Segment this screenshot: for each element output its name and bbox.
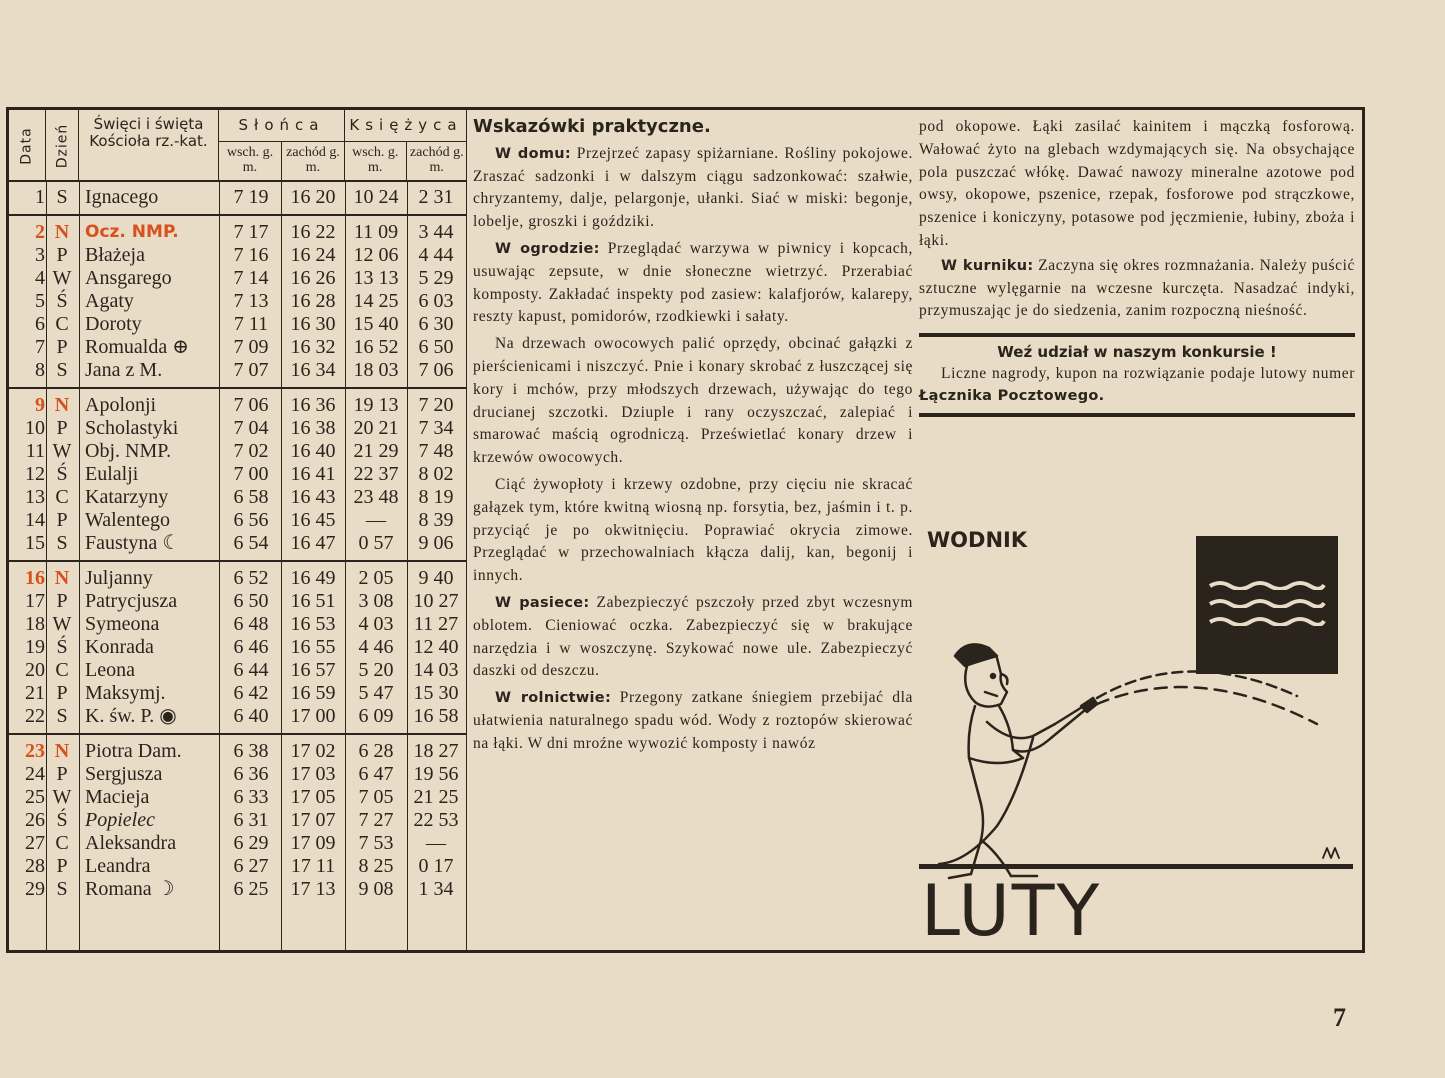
row-saint: Konrada (85, 636, 154, 658)
row-moonrise: 7 27 (358, 809, 394, 831)
calendar-row (9, 786, 467, 809)
row-saint: Leona (85, 659, 135, 681)
row-weekday: P (56, 590, 68, 612)
row-sunset: 16 30 (290, 313, 336, 335)
row-date: 21 (25, 682, 45, 704)
row-weekday: S (56, 532, 68, 554)
row-sunset: 16 51 (290, 590, 336, 612)
row-moonrise: 3 08 (358, 590, 394, 612)
row-moonrise: 5 20 (358, 659, 394, 681)
row-sunset: 16 55 (290, 636, 336, 658)
calendar-row (9, 509, 467, 532)
row-moonset: 6 30 (418, 313, 454, 335)
row-date: 13 (25, 486, 45, 508)
contest-title: Weź udział w naszym konkursie ! (997, 343, 1277, 362)
row-moonset: 7 34 (418, 417, 454, 439)
row-date: 14 (25, 509, 45, 531)
row-saint: Ignacego (85, 186, 159, 208)
water-carrier-illustration-icon (927, 626, 1347, 896)
row-moonset: 7 20 (418, 394, 454, 416)
row-moonset: 15 30 (413, 682, 459, 704)
row-saint: Błażeja (85, 244, 145, 266)
row-sunset: 16 24 (290, 244, 336, 266)
row-moonrise: — (366, 509, 386, 531)
tips-home (473, 143, 913, 234)
header-moon-title: Księżyca (345, 110, 467, 142)
row-sunrise: 6 48 (233, 613, 269, 635)
row-sunset: 17 05 (290, 786, 336, 808)
row-sunset: 17 11 (290, 855, 336, 877)
row-moonrise: 9 08 (358, 878, 394, 900)
row-weekday: N (54, 394, 70, 416)
row-date: 19 (25, 636, 45, 658)
row-moonrise: 11 09 (353, 221, 399, 243)
row-moonset: 3 44 (418, 221, 454, 243)
tips-farming-text: Przegony zatkane śniegiem przebijać dla ułatwienia naturalnego spadu wód. Wody z roztopów skierować na łąki. W dni mroźne wywozić komposty i nawóz (473, 689, 913, 752)
header-day (46, 110, 79, 182)
row-moonset: 8 19 (418, 486, 454, 508)
row-saint: Walentego (85, 509, 171, 531)
week-separator (9, 560, 467, 562)
row-saint: Faustyna ☾ (85, 532, 181, 554)
calendar-row (9, 440, 467, 463)
zodiac-label: WODNIK (927, 528, 1028, 552)
tips-garden-text: Przeglądać warzywa w piwnicy i kopcach, usuwając zepsute, w dnie słoneczne wietrzyć. Przerabiać komposty. Zakładać inspekty pod zasiew: kalafjorów, kalarepy, reszty kapust, pomidorów, rzodkiewki i sałaty. (473, 239, 913, 326)
row-weekday: S (56, 878, 68, 900)
row-date: 17 (25, 590, 45, 612)
row-moonset: 8 02 (418, 463, 454, 485)
row-sunrise: 7 17 (233, 221, 269, 243)
calendar-row (9, 659, 467, 682)
row-moonrise: 4 03 (358, 613, 394, 635)
tips-garden-heading: W ogrodzie: (495, 240, 600, 257)
calendar-row (9, 186, 467, 209)
tips-title: Wskazówki praktyczne. (473, 116, 711, 137)
header-moon (345, 110, 467, 182)
row-moonset: 14 03 (413, 659, 459, 681)
row-weekday: C (55, 659, 69, 681)
row-sunrise: 7 04 (233, 417, 269, 439)
row-date: 20 (25, 659, 45, 681)
row-sunset: 17 13 (290, 878, 336, 900)
row-moonrise: 23 48 (353, 486, 399, 508)
row-moonset: 8 39 (418, 509, 454, 531)
row-saint: Ansgarego (85, 267, 172, 289)
header-sun-rise: wsch. g. m. (226, 145, 274, 175)
row-moonset: 16 58 (413, 705, 459, 727)
calendar-row (9, 244, 467, 267)
row-sunset: 16 34 (290, 359, 336, 381)
calendar-row (9, 394, 467, 417)
row-moonset: 12 40 (413, 636, 459, 658)
header-sun (219, 110, 345, 182)
row-moonset: 22 53 (413, 809, 459, 831)
row-moonset: 2 31 (418, 186, 454, 208)
row-sunset: 16 49 (290, 567, 336, 589)
calendar-row (9, 463, 467, 486)
tips-henhouse-text: Zaczyna się okres rozmnażania. Należy puścić sztuczne wylęgarnie na wczesne kurczęta. Nasadzać indyki, przymuszając je do siedzenia, zanim rozpoczną nieśność. (919, 256, 1355, 320)
row-sunrise: 6 31 (233, 809, 269, 831)
row-date: 22 (25, 705, 45, 727)
row-moonrise: 4 46 (358, 636, 394, 658)
row-sunrise: 6 25 (233, 878, 269, 900)
row-moonrise: 6 28 (358, 740, 394, 762)
row-weekday: C (55, 486, 69, 508)
row-sunset: 17 02 (290, 740, 336, 762)
row-date: 12 (25, 463, 45, 485)
row-weekday: C (55, 832, 69, 854)
row-sunset: 16 57 (290, 659, 336, 681)
page-frame (6, 107, 1365, 953)
tips-home-text: Przejrzeć zapasy spiżarniane. Rośliny pokojowe. Zraszać sadzonki i w dalszym ciągu sadzonkować: szałwie, chryzantemy, dalje, pelargonje, ułanki. Siać w miski: begonje, lobelje, groszki i goździki. (473, 144, 913, 231)
contest-magazine: Łącznika Pocztowego. (919, 388, 1105, 405)
row-sunset: 17 03 (290, 763, 336, 785)
row-saint: Aleksandra (85, 832, 177, 854)
row-sunset: 17 07 (290, 809, 336, 831)
row-date: 28 (25, 855, 45, 877)
row-sunrise: 7 13 (233, 290, 269, 312)
row-moonset: 7 06 (418, 359, 454, 381)
row-weekday: N (54, 221, 70, 243)
row-date: 4 (35, 267, 45, 289)
row-date: 26 (25, 809, 45, 831)
row-sunset: 16 22 (290, 221, 336, 243)
row-saint: Leandra (85, 855, 151, 877)
calendar-row (9, 267, 467, 290)
row-saint: K. św. P. ◉ (85, 705, 177, 727)
tips-column (473, 116, 913, 756)
tips-farming-heading: W rolnictwie: (495, 690, 612, 707)
row-sunrise: 6 46 (233, 636, 269, 658)
month-title: LUTY (921, 870, 1102, 952)
row-moonset: 11 27 (413, 613, 459, 635)
header-saints: Święci i święta Kościoła rz.-kat. (79, 110, 219, 182)
calendar-row (9, 313, 467, 336)
row-saint: Jana z M. (85, 359, 163, 381)
row-weekday: P (56, 855, 68, 877)
row-moonset: 0 17 (418, 855, 454, 877)
row-sunrise: 7 14 (233, 267, 269, 289)
row-moonset: — (426, 832, 446, 854)
row-moonrise: 13 13 (353, 267, 399, 289)
tips-apiary-text: Zabezpieczyć pszczoły przed zbyt wczesnym oblotem. Cieniować oczka. Zabezpieczyć się w brakujące narzędzia i w woszczynę. Szykować nowe ule. Zabezpieczyć daszki od deszczu. (473, 593, 913, 680)
row-sunset: 16 43 (290, 486, 336, 508)
row-sunrise: 6 54 (233, 532, 269, 554)
row-moonset: 10 27 (413, 590, 459, 612)
row-date: 1 (35, 186, 45, 208)
calendar-row (9, 532, 467, 555)
calendar-row (9, 486, 467, 509)
row-moonrise: 2 05 (358, 567, 394, 589)
row-saint: Macieja (85, 786, 150, 808)
row-saint: Romualda ⊕ (85, 336, 189, 358)
tips-home-heading: W domu: (495, 145, 571, 162)
row-date: 11 (25, 440, 45, 462)
calendar-row (9, 832, 467, 855)
calendar-row (9, 567, 467, 590)
row-saint: Doroty (85, 313, 142, 335)
header-day-label: Dzień (54, 123, 71, 169)
calendar-row (9, 359, 467, 382)
tips-apiary-heading: W pasiece: (495, 594, 590, 611)
header-date-label: Data (19, 127, 35, 165)
calendar-row (9, 740, 467, 763)
row-weekday: P (56, 509, 68, 531)
row-sunset: 16 40 (290, 440, 336, 462)
row-moonrise: 0 57 (358, 532, 394, 554)
row-weekday: S (56, 705, 68, 727)
row-moonrise: 22 37 (353, 463, 399, 485)
row-sunset: 17 00 (290, 705, 336, 727)
row-moonset: 7 48 (418, 440, 454, 462)
calendar-row (9, 809, 467, 832)
row-saint: Popielec (85, 809, 155, 831)
row-weekday: Ś (56, 809, 68, 831)
row-sunrise: 7 16 (233, 244, 269, 266)
week-separator (9, 733, 467, 735)
row-saint: Juljanny (85, 567, 153, 589)
row-saint: Katarzyny (85, 486, 169, 508)
row-sunrise: 6 42 (233, 682, 269, 704)
calendar-row (9, 290, 467, 313)
row-moonset: 6 03 (418, 290, 454, 312)
row-sunset: 16 32 (290, 336, 336, 358)
row-moonrise: 16 52 (353, 336, 399, 358)
row-sunset: 16 20 (290, 186, 336, 208)
tips-farming-cont: pod okopowe. Łąki zasilać kainitem i mączką fosforową. Wałować żyto na glebach wzdymających się. Na obsychające pola puszczać włókę. Dawać nawozy mineralne azotowe pod owsy, okopowe, pszenice, rzepak, fosforowe pod strączkowe, pszenice i koniczyny, potasowe pod jęczmienie, łubiny, zboża i łąki. (919, 118, 1355, 249)
row-date: 23 (25, 740, 45, 762)
row-date: 24 (25, 763, 45, 785)
calendar-table (9, 110, 467, 950)
row-saint: Symeona (85, 613, 160, 635)
row-sunrise: 6 40 (233, 705, 269, 727)
header-sun-title: Słońca (219, 110, 344, 142)
row-moonrise: 10 24 (353, 186, 399, 208)
row-moonset: 9 40 (418, 567, 454, 589)
row-moonrise: 12 06 (353, 244, 399, 266)
row-moonrise: 5 47 (358, 682, 394, 704)
calendar-header (9, 110, 467, 182)
row-weekday: Ś (56, 463, 68, 485)
row-moonrise: 21 29 (353, 440, 399, 462)
row-moonset: 21 25 (413, 786, 459, 808)
row-sunrise: 7 07 (233, 359, 269, 381)
row-date: 3 (35, 244, 45, 266)
header-moon-set: zachód g. m. (406, 142, 468, 182)
row-weekday: W (52, 786, 72, 808)
row-saint: Scholastyki (85, 417, 179, 439)
page-number: 7 (1333, 1003, 1346, 1032)
row-weekday: S (56, 186, 68, 208)
tips-henhouse-heading: W kurniku: (941, 257, 1034, 274)
row-sunrise: 7 09 (233, 336, 269, 358)
row-saint: Maksymj. (85, 682, 166, 704)
row-date: 18 (25, 613, 45, 635)
calendar-row (9, 682, 467, 705)
row-sunset: 16 26 (290, 267, 336, 289)
tips-garden-hedges: Ciąć żywopłoty i krzewy ozdobne, przy cięciu nie skracać gałązek tym, które kwitną wiosną np. forsytia, bez, jaśmin i t. p. przyciąć je po okwitnięciu. Poprawiać okrycia zimowe. Przeglądać w przechowalniach kłącza dalij, kan, begonij i innych. (473, 475, 913, 585)
row-sunrise: 6 56 (233, 509, 269, 531)
row-sunset: 16 53 (290, 613, 336, 635)
row-moonrise: 7 05 (358, 786, 394, 808)
row-sunrise: 6 29 (233, 832, 269, 854)
row-sunrise: 6 58 (233, 486, 269, 508)
row-saint: Agaty (85, 290, 134, 312)
row-moonrise: 6 47 (358, 763, 394, 785)
row-sunrise: 6 50 (233, 590, 269, 612)
row-sunrise: 6 33 (233, 786, 269, 808)
calendar-row (9, 763, 467, 786)
week-separator (9, 387, 467, 389)
row-date: 27 (25, 832, 45, 854)
tips-henhouse (919, 255, 1355, 323)
row-saint: Obj. NMP. (85, 440, 172, 462)
row-moonset: 19 56 (413, 763, 459, 785)
calendar-row (9, 705, 467, 728)
row-weekday: W (52, 440, 72, 462)
right-column (919, 116, 1355, 952)
row-date: 7 (35, 336, 45, 358)
contest-text-a: Liczne nagrody, kupon na rozwiązanie podaje lutowy numer (941, 365, 1355, 383)
ground-line (919, 864, 1353, 869)
row-weekday: P (56, 244, 68, 266)
calendar-row (9, 590, 467, 613)
row-moonset: 1 34 (418, 878, 454, 900)
row-weekday: P (56, 682, 68, 704)
row-weekday: S (56, 359, 68, 381)
row-moonrise: 19 13 (353, 394, 399, 416)
row-weekday: P (56, 763, 68, 785)
divider-top (919, 333, 1355, 337)
contest-text (919, 363, 1355, 407)
row-moonset: 5 29 (418, 267, 454, 289)
tips-farming (473, 687, 913, 755)
row-sunset: 16 59 (290, 682, 336, 704)
row-sunset: 16 28 (290, 290, 336, 312)
row-sunrise: 6 52 (233, 567, 269, 589)
row-weekday: N (54, 567, 70, 589)
row-saint: Patrycjusza (85, 590, 178, 612)
row-date: 9 (35, 394, 45, 416)
row-moonset: 6 50 (418, 336, 454, 358)
row-saint: Sergjusza (85, 763, 163, 785)
row-moonrise: 14 25 (353, 290, 399, 312)
row-date: 15 (25, 532, 45, 554)
row-moonrise: 7 53 (358, 832, 394, 854)
row-sunset: 16 36 (290, 394, 336, 416)
row-saint: Romana ☽ (85, 878, 175, 900)
row-sunrise: 7 19 (233, 186, 269, 208)
row-moonset: 18 27 (413, 740, 459, 762)
row-weekday: Ś (56, 636, 68, 658)
row-sunrise: 6 27 (233, 855, 269, 877)
row-date: 25 (25, 786, 45, 808)
row-weekday: N (54, 740, 70, 762)
row-saint: Piotra Dam. (85, 740, 182, 762)
row-sunset: 17 09 (290, 832, 336, 854)
row-sunset: 16 41 (290, 463, 336, 485)
calendar-row (9, 336, 467, 359)
row-sunset: 16 38 (290, 417, 336, 439)
calendar-row (9, 221, 467, 244)
row-weekday: W (52, 267, 72, 289)
row-weekday: P (56, 336, 68, 358)
row-date: 29 (25, 878, 45, 900)
row-moonrise: 8 25 (358, 855, 394, 877)
tips-garden-trees: Na drzewach owocowych palić oprzędy, obcinać gałązki z pierścienicami i niszczyć. Pnie i konary skrobać z łuszczącej się kory i mchów, przy młodszych drzewach, używając do tego drucianej szczotki. Dziuple i rany oczyszczać, zalepiać i smarować maścią ogrodniczą. Prześwietlać konary drzew i krzewów owocowych. (473, 335, 913, 467)
tips-garden (473, 238, 913, 329)
row-date: 2 (35, 221, 45, 243)
calendar-row (9, 417, 467, 440)
tips-apiary (473, 592, 913, 683)
calendar-row (9, 636, 467, 659)
row-sunrise: 6 44 (233, 659, 269, 681)
row-moonrise: 18 03 (353, 359, 399, 381)
row-saint: Eulalji (85, 463, 139, 485)
row-sunrise: 7 00 (233, 463, 269, 485)
row-weekday: W (52, 613, 72, 635)
header-sun-set: zachód g. m. (281, 142, 344, 182)
row-date: 16 (25, 567, 45, 589)
header-date (9, 110, 46, 182)
row-weekday: P (56, 417, 68, 439)
row-date: 5 (35, 290, 45, 312)
row-weekday: Ś (56, 290, 68, 312)
row-date: 6 (35, 313, 45, 335)
row-moonset: 4 44 (418, 244, 454, 266)
row-sunrise: 7 11 (233, 313, 269, 335)
calendar-row (9, 878, 467, 901)
header-moon-rise: wsch. g. m. (352, 145, 399, 175)
row-sunrise: 6 36 (233, 763, 269, 785)
row-moonset: 9 06 (418, 532, 454, 554)
row-date: 10 (25, 417, 45, 439)
divider-bottom (919, 413, 1355, 417)
row-weekday: C (55, 313, 69, 335)
row-sunrise: 6 38 (233, 740, 269, 762)
row-moonrise: 6 09 (358, 705, 394, 727)
row-sunset: 16 47 (290, 532, 336, 554)
row-sunset: 16 45 (290, 509, 336, 531)
week-separator (9, 214, 467, 216)
row-moonrise: 20 21 (353, 417, 399, 439)
row-sunrise: 7 06 (233, 394, 269, 416)
calendar-row (9, 855, 467, 878)
row-moonrise: 15 40 (353, 313, 399, 335)
row-saint: Apolonji (85, 394, 157, 416)
row-date: 8 (35, 359, 45, 381)
row-saint: Ocz. NMP. (85, 222, 179, 242)
row-sunrise: 7 02 (233, 440, 269, 462)
calendar-row (9, 613, 467, 636)
